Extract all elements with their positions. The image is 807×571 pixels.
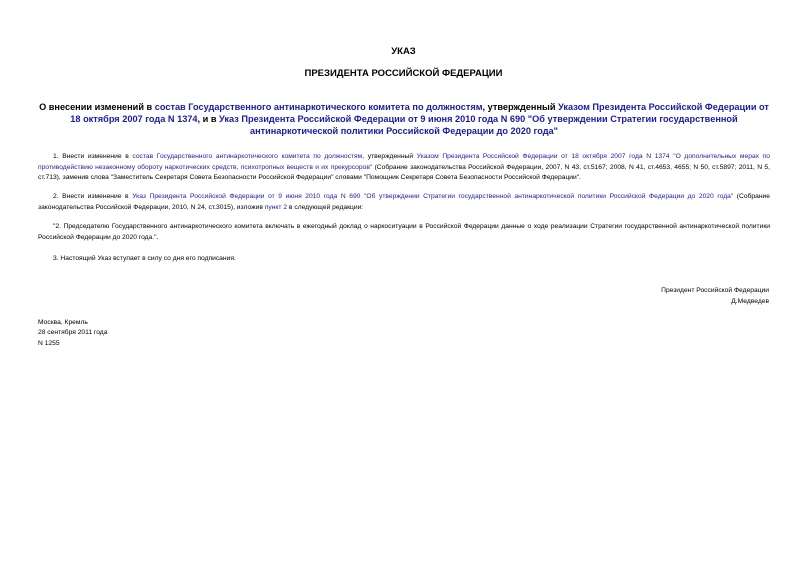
document-number: N 1255 xyxy=(38,340,60,347)
title-text: , и в xyxy=(197,114,220,124)
signature-position: Президент Российской Федерации xyxy=(661,287,769,294)
title-link-decree-1374[interactable]: Указом Президента Российской Федерации от 18 октября 2007 года N 1374 xyxy=(70,102,769,124)
paragraph-text: 2. Внести изменение в xyxy=(53,193,133,200)
p1-link-committee[interactable]: состав Государственного антинаркотического комитета по должностям xyxy=(132,153,363,160)
title-link-committee[interactable]: состав Государственного антинаркотического комитета по должностям xyxy=(154,102,483,112)
paragraph-1 xyxy=(38,152,770,184)
paragraph-text: (Собрание законодательства Российской Федерации, 2007, N 43, ст.5167; 2008, N 41, ст.4653, 4655; N 50, ст.5897; 2011, N 5, ст.713), заменив слова "Заместитель Секретаря Совета Безопасности Российской Федерации" словами "Помощник Секретаря Совета Безопасности Российской Федерации". xyxy=(38,163,770,181)
paragraph-text: в следующей редакции: xyxy=(287,203,364,211)
title-text: О внесении изменений в xyxy=(39,102,155,112)
p1-link-decree-1374[interactable]: Указом Президента Российской Федерации от 18 октября 2007 года N 1374 "О дополнительных мерах по противодействию незаконному обороту наркотических средств, психотропных веществ и их прекурсоров" xyxy=(38,153,771,171)
paragraph-3: 3. Настоящий Указ вступает в силу со дня его подписания. xyxy=(53,255,236,262)
signing-place: Москва, Кремль xyxy=(38,319,88,326)
signing-date: 28 сентября 2011 года xyxy=(38,329,108,336)
p2-link-decree-690[interactable]: Указ Президента Российской Федерации от 9 июня 2010 года N 690 "Об утверждении Стратегии государственной антинаркотической политики Российской Федерации до 2020 года" xyxy=(132,193,734,200)
title-text: , утвержденный xyxy=(482,102,559,112)
title-link-decree-690[interactable]: Указ Президента Российской Федерации от 9 июня 2010 года N 690 "Об утверждении Стратегии государственной антинаркотической политики Российской Федерации до 2020 года" xyxy=(219,114,738,136)
decree-issuer: ПРЕЗИДЕНТА РОССИЙСКОЙ ФЕДЕРАЦИИ xyxy=(304,68,503,79)
paragraph-text: (Собрание законодательства Российской Федерации, 2010, N 24, ст.3015), изложив xyxy=(38,193,770,211)
paragraph-text: , утвержденный xyxy=(362,153,417,160)
paragraph-quote: "2. Председателю Государственного антинаркотического комитета включать в ежегодный доклад о наркоситуации в Российской Федерации данные о ходе реализации Стратегии государственной антинаркотической политики Российской Федерации до 2020 года.". xyxy=(38,223,770,241)
document-title xyxy=(38,101,770,137)
decree-heading: УКАЗ xyxy=(391,46,416,57)
signature-name: Д.Медведев xyxy=(731,298,769,305)
paragraph-text: 1. Внести изменение в xyxy=(53,153,133,160)
p2-link-point-2[interactable]: пункт 2 xyxy=(264,203,288,211)
paragraph-2 xyxy=(38,192,770,213)
